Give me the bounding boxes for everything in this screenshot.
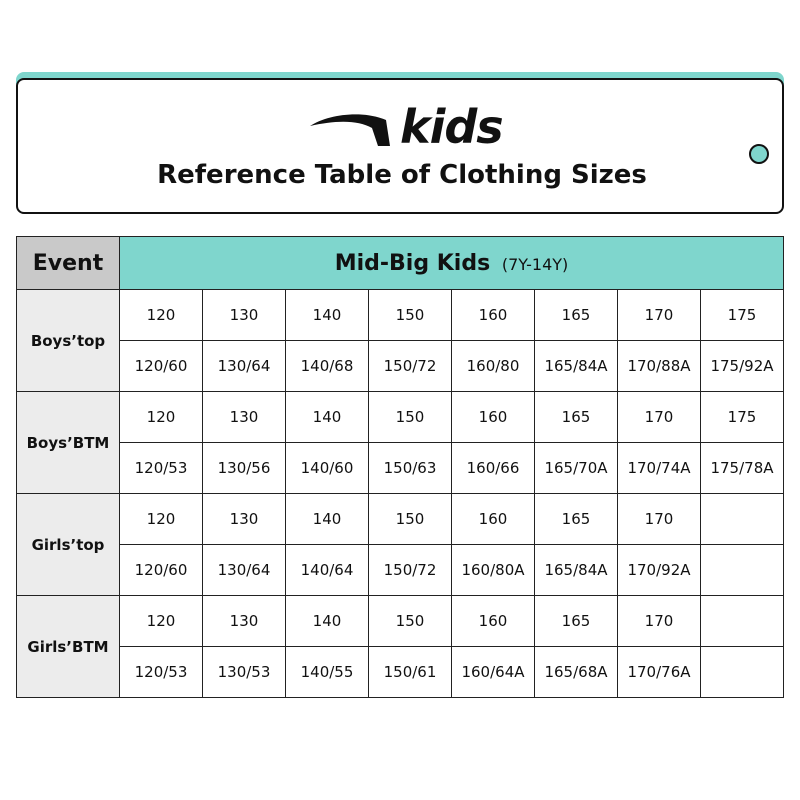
size-cell: 165/70A [535, 443, 618, 494]
table-row [17, 341, 784, 392]
height-cell: 130 [203, 596, 286, 647]
size-cell: 120/60 [120, 545, 203, 596]
height-cell: 150 [369, 494, 452, 545]
brand-wordmark: kids [400, 100, 503, 154]
size-cell: 170/88A [618, 341, 701, 392]
height-cell: 120 [120, 596, 203, 647]
height-cell [701, 596, 784, 647]
height-cell: 165 [535, 494, 618, 545]
row-label: Girls’top [17, 494, 120, 596]
row-label: Girls’BTM [17, 596, 120, 698]
height-cell: 120 [120, 392, 203, 443]
size-cell: 170/76A [618, 647, 701, 698]
size-cell: 150/72 [369, 341, 452, 392]
height-cell: 140 [286, 290, 369, 341]
height-cell: 130 [203, 392, 286, 443]
size-cell: 140/55 [286, 647, 369, 698]
height-cell [701, 494, 784, 545]
height-cell: 160 [452, 392, 535, 443]
height-cell: 170 [618, 290, 701, 341]
table-row [17, 545, 784, 596]
brand-logo [308, 100, 518, 156]
height-cell: 150 [369, 392, 452, 443]
size-cell: 130/53 [203, 647, 286, 698]
table-row [17, 596, 784, 647]
page-title: Reference Table of Clothing Sizes [157, 160, 647, 190]
table-body [17, 290, 784, 698]
height-cell: 130 [203, 290, 286, 341]
brand-swoosh-icon [308, 112, 398, 152]
size-cell: 150/63 [369, 443, 452, 494]
size-cell: 160/64A [452, 647, 535, 698]
size-cell: 175/92A [701, 341, 784, 392]
group-age-range: (7Y-14Y) [501, 254, 569, 274]
table-row [17, 443, 784, 494]
height-cell: 165 [535, 290, 618, 341]
height-cell: 165 [535, 392, 618, 443]
height-cell: 120 [120, 494, 203, 545]
table-row [17, 494, 784, 545]
row-label: Boys’top [17, 290, 120, 392]
size-cell: 160/66 [452, 443, 535, 494]
height-cell: 160 [452, 494, 535, 545]
size-cell: 120/60 [120, 341, 203, 392]
tag-body [16, 78, 784, 214]
event-header: Event [17, 237, 120, 290]
size-cell: 165/84A [535, 341, 618, 392]
size-cell: 175/78A [701, 443, 784, 494]
group-label: Mid-Big Kids [334, 250, 491, 276]
table-row [17, 290, 784, 341]
height-cell: 175 [701, 392, 784, 443]
size-cell: 160/80 [452, 341, 535, 392]
size-cell: 120/53 [120, 443, 203, 494]
size-cell: 140/60 [286, 443, 369, 494]
size-cell: 170/74A [618, 443, 701, 494]
height-cell: 175 [701, 290, 784, 341]
size-cell [701, 647, 784, 698]
height-cell: 140 [286, 392, 369, 443]
height-cell: 140 [286, 596, 369, 647]
size-cell: 150/72 [369, 545, 452, 596]
row-label: Boys’BTM [17, 392, 120, 494]
size-cell: 140/64 [286, 545, 369, 596]
height-cell: 150 [369, 596, 452, 647]
size-cell: 130/56 [203, 443, 286, 494]
size-cell [701, 545, 784, 596]
height-cell: 140 [286, 494, 369, 545]
height-cell: 170 [618, 596, 701, 647]
size-table [16, 236, 784, 698]
size-cell: 130/64 [203, 545, 286, 596]
height-cell: 120 [120, 290, 203, 341]
tag-hole-icon [749, 144, 769, 164]
height-cell: 170 [618, 392, 701, 443]
size-tag-header [16, 72, 784, 214]
size-cell: 150/61 [369, 647, 452, 698]
size-cell: 165/84A [535, 545, 618, 596]
table-header-row [17, 237, 784, 290]
height-cell: 130 [203, 494, 286, 545]
height-cell: 150 [369, 290, 452, 341]
height-cell: 170 [618, 494, 701, 545]
size-cell: 140/68 [286, 341, 369, 392]
size-cell: 130/64 [203, 341, 286, 392]
group-header [120, 237, 784, 290]
table-row [17, 392, 784, 443]
size-cell: 170/92A [618, 545, 701, 596]
size-cell: 165/68A [535, 647, 618, 698]
size-cell: 120/53 [120, 647, 203, 698]
height-cell: 160 [452, 290, 535, 341]
size-cell: 160/80A [452, 545, 535, 596]
height-cell: 160 [452, 596, 535, 647]
height-cell: 165 [535, 596, 618, 647]
table-row [17, 647, 784, 698]
